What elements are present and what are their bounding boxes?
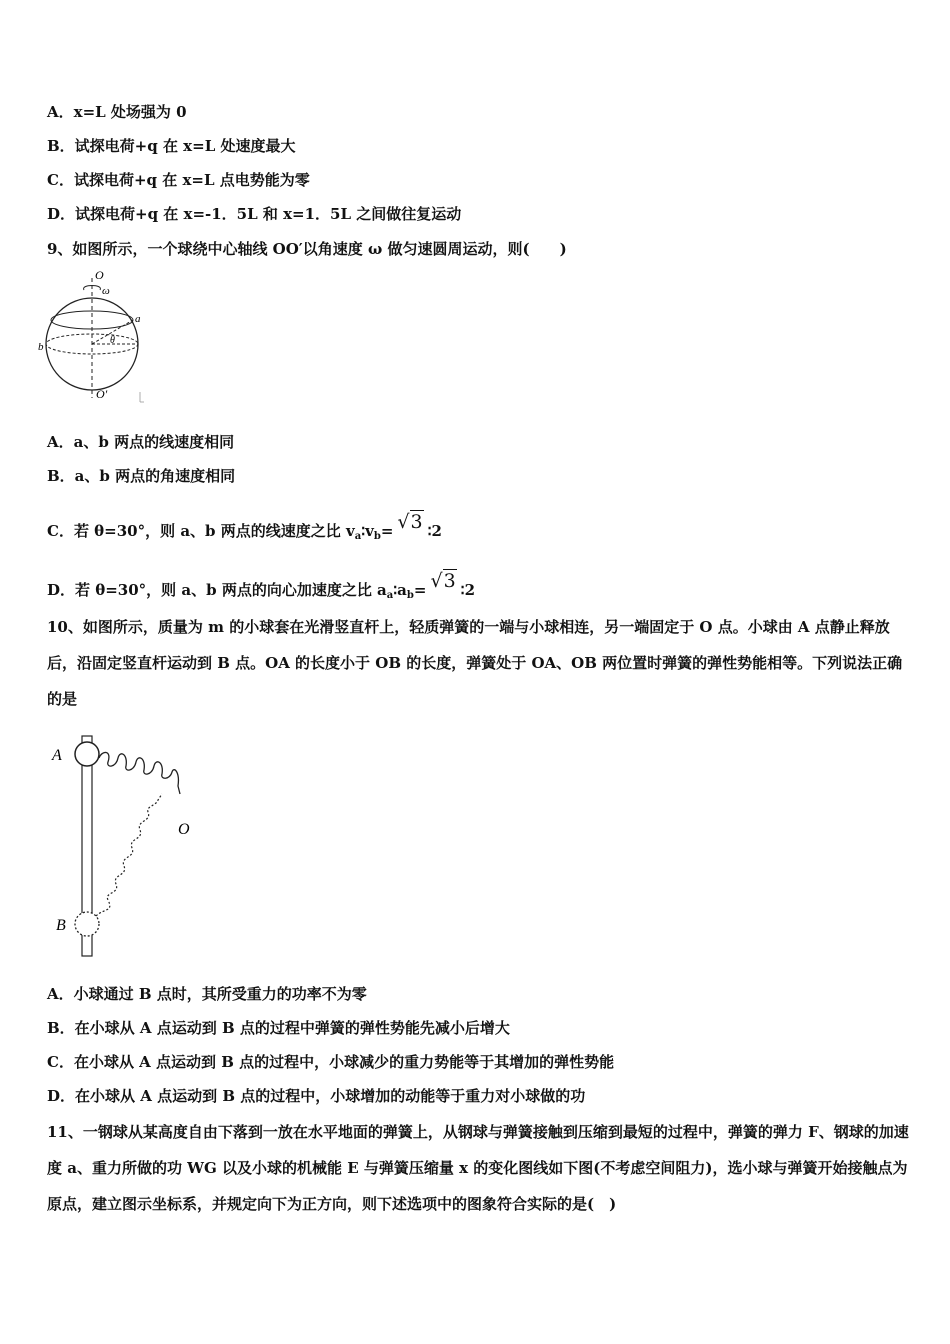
label-b: b (38, 341, 44, 353)
q9-c-text: C．若 θ=30°，则 a、b 两点的线速度之比 v (47, 522, 355, 540)
ball-at-b (75, 912, 99, 936)
label-omega: ω (102, 285, 110, 297)
q9-d-root: 3 (443, 570, 456, 592)
label-b: B (56, 917, 66, 934)
label-o-top: O (95, 268, 104, 282)
q9-c-sub-a: a (354, 531, 362, 542)
q9-c-root: 3 (410, 511, 423, 533)
q9-d-suffix: ∶2 (460, 581, 476, 599)
q9-option-d (47, 570, 475, 607)
q9-stem: 9、如图所示，一个球绕中心轴线 OO′以角速度 ω 做匀速圆周运动，则( ) (47, 240, 567, 258)
q11-stem: 11、一钢球从某高度自由下落到一放在水平地面的弹簧上，从钢球与弹簧接触到压缩到最短的过程中，弹簧的弹力 F、钢球的加速度 a、重力所做的功 WG 以及小球的机械能 E 与弹簧压缩量 x 的变化图线如下图(不考虑空间阻力)，选小球与弹簧开始接触点为原点，建立图示坐标系，并规定向下为正方向，则下述选项中的图象符合实际的是( ) (47, 1123, 909, 1213)
q8-option-c: C．试探电荷+q 在 x=L 点电势能为零 (47, 171, 310, 189)
q10-spring-figure (44, 728, 204, 963)
q8-option-b: B．试探电荷+q 在 x=L 处速度最大 (47, 137, 296, 155)
spring-oa (99, 752, 180, 794)
ball-at-a (75, 742, 99, 766)
q9-d-equals: = (413, 581, 427, 599)
q9-c-equals: = (380, 522, 394, 540)
q10-option-a: A．小球通过 B 点时，其所受重力的功率不为零 (47, 985, 367, 1003)
q9-c-mid: ∶v (361, 522, 374, 540)
q9-c-sqrt: √3 (397, 511, 423, 533)
q8-option-a: A．x=L 处场强为 0 (47, 103, 187, 121)
label-theta: θ (110, 335, 115, 346)
q9-d-sub-a: a (386, 590, 394, 601)
q9-option-c (47, 511, 442, 548)
q9-sphere-figure (40, 266, 160, 406)
q10-stem: 10、如图所示，质量为 m 的小球套在光滑竖直杆上，轻质弹簧的一端与小球相连，另一端固定于 O 点。小球由 A 点静止释放后，沿固定竖直杆运动到 B 点。OA 的长度小于 OB 的长度，弹簧处于 OA、OB 两位置时弹簧的弹性势能相等。下列说法正确的是 (47, 618, 903, 708)
label-a: a (135, 313, 141, 325)
q9-c-suffix: ∶2 (427, 522, 442, 540)
label-o: O (178, 821, 190, 838)
q9-d-mid: ∶a (393, 581, 407, 599)
q10-option-c: C．在小球从 A 点运动到 B 点的过程中，小球减少的重力势能等于其增加的弹性势能 (47, 1053, 615, 1071)
q9-option-b: B．a、b 两点的角速度相同 (47, 467, 236, 485)
q9-d-sqrt: √3 (430, 570, 456, 592)
q8-option-d: D．试探电荷+q 在 x=-1．5L 和 x=1．5L 之间做往复运动 (47, 205, 462, 223)
q9-d-sub-b: b (406, 590, 414, 601)
q10-option-b: B．在小球从 A 点运动到 B 点的过程中弹簧的弹性势能先减小后增大 (47, 1019, 510, 1037)
q9-option-a: A．a、b 两点的线速度相同 (47, 433, 235, 451)
q9-c-sub-b: b (373, 531, 381, 542)
spring-ob (96, 794, 162, 916)
q9-d-text: D．若 θ=30°，则 a、b 两点的向心加速度之比 a (47, 581, 387, 599)
label-a: A (52, 747, 62, 764)
q10-option-d: D．在小球从 A 点运动到 B 点的过程中，小球增加的动能等于重力对小球做的功 (47, 1087, 586, 1105)
label-o-bottom: O′ (96, 387, 108, 401)
